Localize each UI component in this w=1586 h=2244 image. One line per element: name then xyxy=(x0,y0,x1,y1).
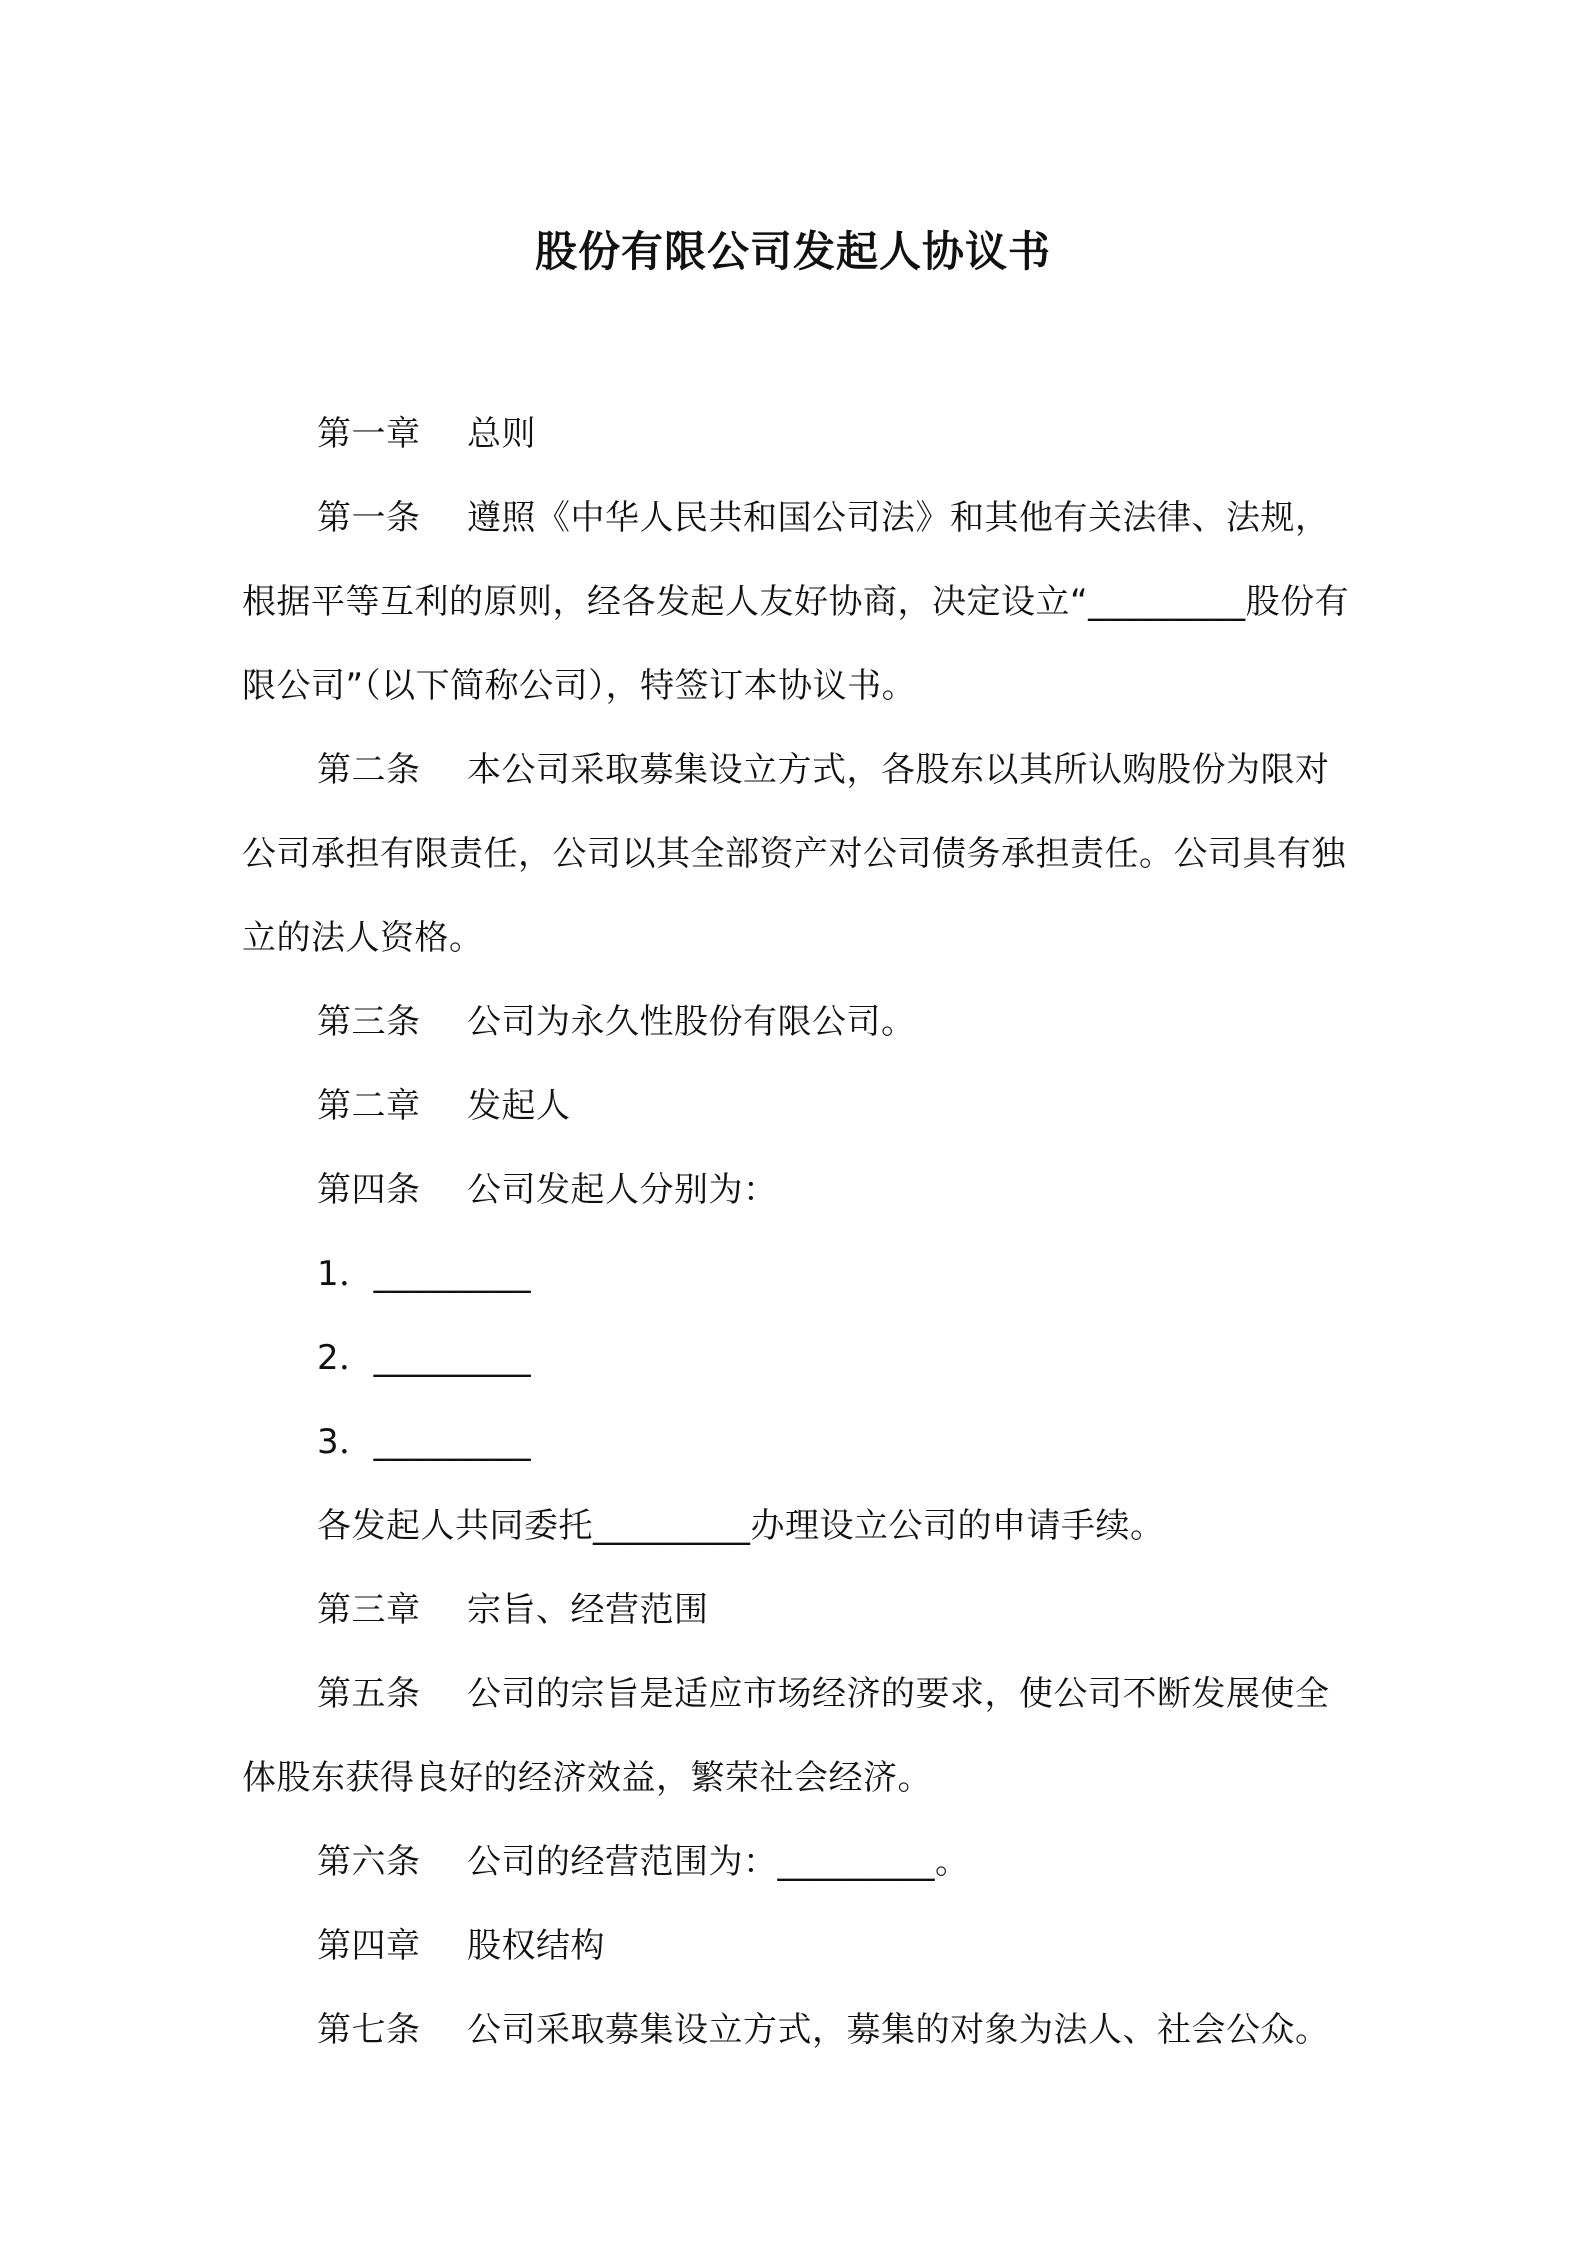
article-1 xyxy=(242,476,1354,728)
article-5 xyxy=(242,1652,1354,1820)
article-1-text: 遵照《中华人民共和国公司法》和其他有关法律、法规，根据平等互利的原则，经各发起人友好协商，决定设立“_________股份有限公司”（以下简称公司），特签订本协议书。 xyxy=(242,498,1350,706)
article-1-label: 第一条 xyxy=(317,498,421,538)
chapter-3-title: 宗旨、经营范围 xyxy=(467,1590,709,1630)
chapter-4 xyxy=(242,1904,1354,1988)
chapter-2-label: 第二章 xyxy=(317,1086,421,1126)
chapter-4-label: 第四章 xyxy=(317,1926,421,1966)
chapter-1-title: 总则 xyxy=(467,414,536,454)
promoter-item-1: 1．_________ xyxy=(317,1254,532,1294)
article-3-text: 公司为永久性股份有限公司。 xyxy=(467,1002,916,1042)
promoter-item-2: 2．_________ xyxy=(317,1338,532,1378)
article-6-text: 公司的经营范围为：_________。 xyxy=(467,1842,970,1882)
article-3-label: 第三条 xyxy=(317,1002,421,1042)
article-7-text: 公司采取募集设立方式，募集的对象为法人、社会公众。 xyxy=(467,2010,1330,2050)
entrust-clause: 各发起人共同委托_________办理设立公司的申请手续。 xyxy=(317,1506,1165,1546)
article-4 xyxy=(242,1148,1354,1232)
promoter-item-3: 3．_________ xyxy=(317,1422,532,1462)
article-4-label: 第四条 xyxy=(317,1170,421,1210)
article-7-label: 第七条 xyxy=(317,2010,421,2050)
article-3 xyxy=(242,980,1354,1064)
chapter-2 xyxy=(242,1064,1354,1148)
article-2-label: 第二条 xyxy=(317,750,421,790)
document-body xyxy=(242,392,1354,2072)
article-6-label: 第六条 xyxy=(317,1842,421,1882)
chapter-3 xyxy=(242,1568,1354,1652)
article-2 xyxy=(242,728,1354,980)
chapter-1 xyxy=(242,392,1354,476)
chapter-1-label: 第一章 xyxy=(317,414,421,454)
article-5-label: 第五条 xyxy=(317,1674,421,1714)
article-4-text: 公司发起人分别为： xyxy=(467,1170,778,1210)
article-2-text: 本公司采取募集设立方式，各股东以其所认购股份为限对公司承担有限责任，公司以其全部资产对公司债务承担责任。公司具有独立的法人资格。 xyxy=(242,750,1346,958)
chapter-2-title: 发起人 xyxy=(467,1086,571,1126)
article-5-text: 公司的宗旨是适应市场经济的要求，使公司不断发展使全体股东获得良好的经济效益，繁荣社会经济。 xyxy=(242,1674,1330,1798)
chapter-4-title: 股权结构 xyxy=(467,1926,605,1966)
article-7 xyxy=(242,1988,1354,2072)
article-6 xyxy=(242,1820,1354,1904)
chapter-3-label: 第三章 xyxy=(317,1590,421,1630)
document-title: 股份有限公司发起人协议书 xyxy=(534,227,1051,276)
